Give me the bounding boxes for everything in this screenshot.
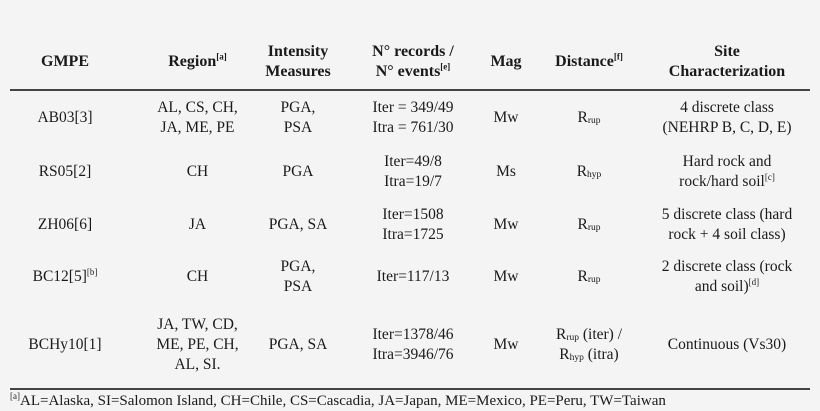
records-line: Iter=1378/46 [372, 326, 454, 343]
footnote-ref-e: [e] [440, 61, 451, 72]
region-line: JA, TW, CD, [157, 316, 238, 333]
distance-suffix: (itra) [583, 346, 619, 363]
records-line: Itra=1725 [382, 226, 444, 243]
table-row [10, 148, 810, 196]
cell-mag [478, 200, 534, 250]
gmpe-name: ZH06[6] [37, 216, 93, 233]
header-mag-label: Mag [490, 53, 522, 70]
distance-symbol: R [559, 346, 570, 363]
cell-mag [478, 94, 534, 142]
site-line: and soil) [694, 278, 749, 295]
cell-intensity [248, 94, 348, 142]
header-site [644, 36, 810, 88]
region-line: JA, ME, PE [160, 119, 235, 136]
gmpe-name: BC12[5] [32, 268, 87, 285]
cell-intensity [248, 148, 348, 196]
intensity-line: PGA [282, 163, 314, 180]
cell-intensity [248, 306, 348, 384]
distance-metric [577, 108, 600, 128]
header-intensity-line2: Measures [265, 63, 331, 80]
header-site-line2: Characterization [668, 63, 786, 80]
intensity-line: PSA [283, 278, 313, 295]
distance-subscript: rup [587, 116, 601, 126]
footnote-ref: [d] [748, 276, 760, 287]
cell-intensity [248, 200, 348, 250]
header-distance [534, 36, 644, 88]
header-region-label [168, 52, 227, 72]
cell-records [348, 200, 478, 250]
cell-site [644, 148, 810, 196]
cell-site [644, 200, 810, 250]
site-line: 2 discrete class (rock [661, 258, 793, 275]
region-line: ME, PE, CH, [156, 336, 239, 353]
intensity-line: PGA, SA [268, 336, 328, 353]
cell-intensity [248, 252, 348, 302]
distance-metric [577, 267, 600, 287]
header-distance-label [555, 52, 623, 72]
records-line: Iter=1508 [382, 206, 444, 223]
cell-records [348, 94, 478, 142]
distance-metric [577, 215, 600, 235]
header-rule [10, 89, 810, 91]
header-intensity [248, 36, 348, 88]
region-line: JA [188, 216, 207, 233]
header-mag [478, 36, 534, 88]
magnitude-type: Ms [496, 163, 516, 180]
cell-distance [534, 200, 644, 250]
cell-mag [478, 306, 534, 384]
site-line: 5 discrete class (hard [661, 206, 793, 223]
site-line-with-note [679, 172, 775, 192]
cell-site [644, 252, 810, 302]
footnote-ref-f: [f] [613, 51, 623, 62]
distance-subscript: hyp [569, 353, 584, 363]
cell-distance [534, 252, 644, 302]
footnote-text: AL=Alaska, SI=Salomon Island, CH=Chile, CS=Cascadia, JA=Japan, ME=Mexico, PE=Peru, TW=Taiwan [20, 393, 666, 409]
distance-symbol: R [577, 216, 588, 233]
distance-metric [559, 345, 618, 365]
site-line: 4 discrete class [680, 99, 774, 116]
gmpe-name: BCHy10[1] [28, 336, 102, 353]
distance-suffix: (iter) / [578, 326, 623, 343]
magnitude-type: Mw [493, 268, 519, 285]
cell-records [348, 306, 478, 384]
site-line: Continuous (Vs30) [667, 336, 787, 353]
site-line: rock + 4 soil class) [668, 226, 786, 243]
cell-distance [534, 306, 644, 384]
header-region-text: Region [168, 53, 217, 70]
distance-symbol: R [555, 326, 567, 343]
magnitude-type: Mw [493, 109, 519, 126]
cell-gmpe [10, 200, 120, 250]
table-row [10, 306, 810, 384]
header-distance-text: Distance [555, 53, 614, 70]
cell-gmpe [10, 252, 120, 302]
cell-records [348, 252, 478, 302]
cell-distance [534, 148, 644, 196]
region-line: AL, SI. [174, 356, 221, 373]
site-line: Hard rock and [682, 153, 772, 170]
cell-gmpe [10, 94, 120, 142]
table-footnote [10, 391, 810, 411]
header-site-line1: Site [714, 43, 740, 60]
cell-site [644, 306, 810, 384]
header-records-line1: N° records / [372, 43, 454, 60]
bottom-rule [10, 388, 810, 390]
header-records-line2-text: N° events [375, 63, 441, 80]
magnitude-type: Mw [493, 336, 519, 353]
header-records-line2 [376, 62, 451, 82]
gmpe-label [33, 267, 98, 287]
cell-site [644, 94, 810, 142]
intensity-line: PSA [283, 119, 313, 136]
distance-symbol: R [577, 109, 588, 126]
records-line: Iter = 349/49 [372, 99, 454, 116]
site-line-with-note [695, 277, 759, 297]
gmpe-name: AB03[3] [37, 109, 93, 126]
cell-records [348, 148, 478, 196]
header-gmpe [10, 36, 120, 88]
distance-metric [577, 162, 602, 182]
header-records [348, 36, 478, 88]
distance-subscript: rup [587, 275, 601, 285]
intensity-line: PGA, [280, 258, 316, 275]
records-line: Itra = 761/30 [372, 119, 454, 136]
records-line: Iter=49/8 [384, 153, 442, 170]
distance-subscript: rup [587, 223, 601, 233]
records-line: Iter=117/13 [376, 268, 450, 285]
footnote-marker: [a] [10, 391, 20, 401]
gmpe-name: RS05[2] [38, 163, 92, 180]
records-line: Itra=19/7 [384, 173, 442, 190]
intensity-line: PGA, [280, 99, 316, 116]
site-line: rock/hard soil [679, 173, 765, 190]
intensity-line: PGA, SA [268, 216, 328, 233]
cell-distance [534, 94, 644, 142]
footnote-ref: [c] [764, 171, 775, 182]
table-row [10, 94, 810, 142]
cell-gmpe [10, 148, 120, 196]
table-header [10, 36, 810, 88]
cell-gmpe [10, 306, 120, 384]
distance-subscript: hyp [587, 170, 602, 180]
cell-mag [478, 252, 534, 302]
records-line: Itra=3946/76 [372, 346, 454, 363]
distance-symbol: R [577, 268, 588, 285]
magnitude-type: Mw [493, 216, 519, 233]
header-intensity-line1: Intensity [267, 43, 329, 60]
footnote-ref: [b] [86, 266, 98, 277]
table-row [10, 252, 810, 302]
distance-symbol: R [576, 163, 588, 180]
footnote-ref-a: [a] [216, 51, 227, 62]
region-line: AL, CS, CH, [157, 99, 238, 116]
table-row [10, 200, 810, 250]
cell-mag [478, 148, 534, 196]
distance-subscript: rup [566, 333, 579, 343]
region-line: CH [186, 163, 209, 180]
site-line: (NEHRP B, C, D, E) [662, 119, 792, 136]
region-line: CH [186, 268, 209, 285]
header-gmpe-label: GMPE [41, 53, 89, 70]
distance-metric [556, 325, 622, 345]
